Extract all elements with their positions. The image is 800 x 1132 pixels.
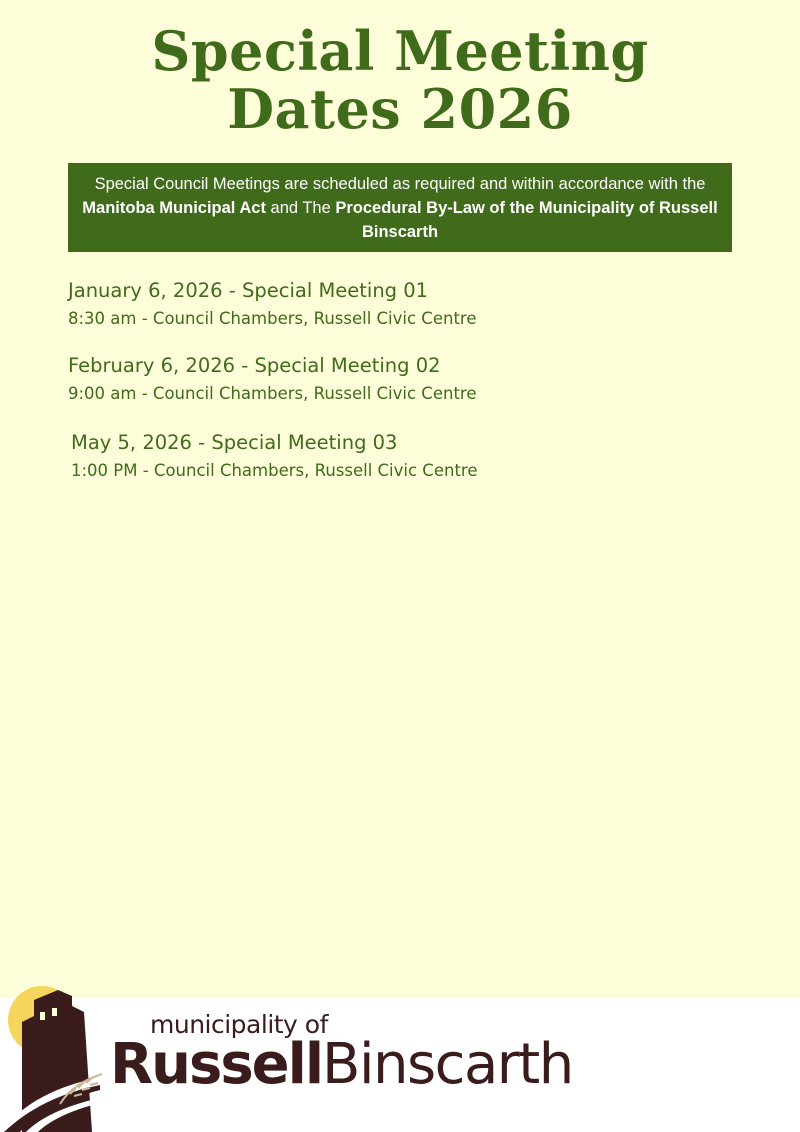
meeting-detail: 1:00 PM - Council Chambers, Russell Civic Centre	[71, 461, 478, 480]
meeting-item-3	[71, 430, 477, 483]
page-title	[0, 19, 800, 141]
banner-text-1: Special Council Meetings are scheduled as required and within accordance with the	[94, 175, 706, 193]
banner-bold-bylaw: Procedural By-Law of the Municipality of Russell Binscarth	[335, 199, 718, 241]
logo-prefix-text: municipality of	[150, 1010, 328, 1039]
meeting-detail: 8:30 am - Council Chambers, Russell Civic Centre	[68, 309, 477, 328]
municipality-logo-mark-icon	[0, 982, 110, 1132]
meeting-title: January 6, 2026 - Special Meeting 01	[68, 279, 429, 302]
meeting-detail: 9:00 am - Council Chambers, Russell Civic Centre	[68, 384, 477, 403]
banner-text-2: and The	[265, 199, 336, 217]
logo-wordmark	[110, 1033, 573, 1097]
logo-name-binscarth: Binscarth	[322, 1032, 573, 1097]
meeting-item-2	[68, 353, 476, 406]
meeting-item-1	[68, 278, 476, 331]
page-title-line-2: Dates 2026	[227, 77, 573, 141]
logo-name-russell: Russell	[110, 1032, 323, 1097]
info-banner	[68, 163, 732, 252]
banner-bold-act: Manitoba Municipal Act	[82, 199, 266, 217]
page-title-line-1: Special Meeting	[151, 19, 649, 83]
meeting-title: May 5, 2026 - Special Meeting 03	[71, 431, 398, 454]
meeting-title: February 6, 2026 - Special Meeting 02	[68, 354, 441, 377]
